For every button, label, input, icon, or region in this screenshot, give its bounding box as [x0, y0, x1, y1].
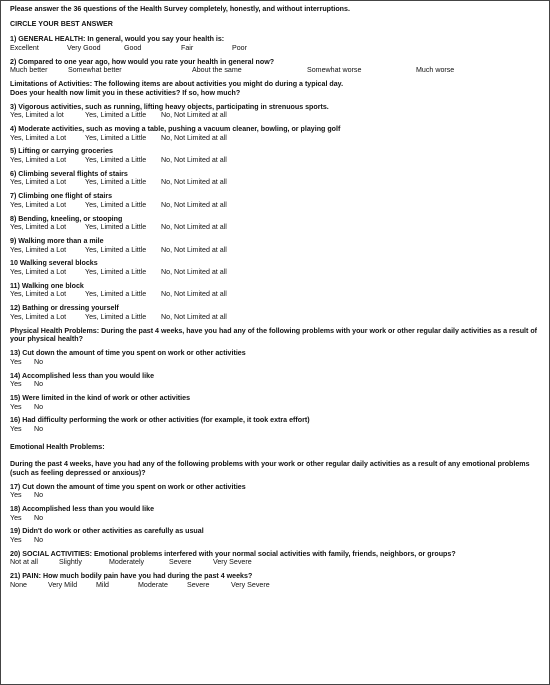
question-compared-to-last-year: [10, 58, 541, 75]
answer-option[interactable]: No: [34, 491, 44, 500]
answer-option[interactable]: Good: [124, 43, 142, 52]
answer-option[interactable]: None: [10, 580, 27, 589]
answer-option[interactable]: Yes, Limited a Little: [85, 178, 147, 187]
answer-option[interactable]: No, Not Limited at all: [161, 312, 227, 321]
question-text: 12) Bathing or dressing yourself: [10, 304, 119, 313]
answer-options: [10, 581, 541, 590]
answer-options: [10, 313, 541, 322]
answer-options: [10, 491, 541, 500]
answer-option[interactable]: Very Mild: [48, 580, 78, 589]
answer-options: [10, 358, 541, 367]
limitations-heading-line: Does your health now limit you in these activities? If so, how much?: [10, 88, 241, 97]
question-text: 6) Climbing several flights of stairs: [10, 169, 128, 178]
question-physical: [10, 394, 541, 411]
answer-option[interactable]: No, Not Limited at all: [161, 267, 227, 276]
answer-options: [10, 558, 541, 567]
answer-option[interactable]: Yes, Limited a Little: [85, 156, 147, 165]
question-text: 5) Lifting or carrying groceries: [10, 147, 113, 156]
question-text: 11) Walking one block: [10, 281, 84, 290]
question-text: 14) Accomplished less than you would like: [10, 371, 155, 380]
question-text: 13) Cut down the amount of time you spent on work or other activities: [10, 349, 246, 358]
answer-option[interactable]: No: [34, 402, 44, 411]
answer-option[interactable]: Very Severe: [213, 558, 252, 567]
question-text: 20) SOCIAL ACTIVITIES: Emotional problems interfered with your normal social activities with family, friends, neighbors, or groups?: [10, 549, 456, 558]
question-activity: [10, 304, 541, 321]
answer-options: [10, 201, 541, 210]
question-text: 4) Moderate activities, such as moving a table, pushing a vacuum cleaner, bowling, or playing golf: [10, 125, 341, 134]
answer-option[interactable]: Moderately: [109, 558, 145, 567]
answer-options: [10, 268, 541, 277]
answer-option[interactable]: Yes, Limited a Lot: [10, 133, 67, 142]
answer-option[interactable]: No: [34, 380, 44, 389]
limitations-heading: [10, 80, 541, 97]
question-text: 2) Compared to one year ago, how would you rate your health in general now?: [10, 57, 275, 66]
question-activity: [10, 147, 541, 164]
question-activity: [10, 259, 541, 276]
answer-option[interactable]: Yes, Limited a Little: [85, 290, 147, 299]
answer-option[interactable]: No: [34, 535, 44, 544]
answer-option[interactable]: Yes, Limited a Lot: [10, 312, 67, 321]
answer-option[interactable]: Yes, Limited a Little: [85, 133, 147, 142]
answer-option[interactable]: Yes, Limited a Little: [85, 200, 147, 209]
answer-option[interactable]: No: [34, 357, 44, 366]
survey-intro: Please answer the 36 questions of the Health Survey completely, honestly, and without interruptions.: [10, 5, 350, 13]
answer-option[interactable]: Moderate: [138, 580, 168, 589]
answer-option[interactable]: Yes, Limited a Lot: [10, 290, 67, 299]
question-text: 1) GENERAL HEALTH: In general, would you say your health is:: [10, 35, 225, 44]
question-text: 3) Vigorous activities, such as running, lifting heavy objects, participating in strenuous sports.: [10, 102, 329, 111]
answer-option[interactable]: Yes: [10, 424, 22, 433]
question-text: 16) Had difficulty performing the work or other activities (for example, it took extra effort): [10, 416, 310, 425]
answer-options: [10, 223, 541, 232]
question-general-health: [10, 35, 541, 52]
answer-options: [10, 425, 541, 434]
answer-option[interactable]: No, Not Limited at all: [161, 156, 227, 165]
emotional-health-intro: During the past 4 weeks, have you had any of the following problems with your work or other regular daily activities as a result of any emotional problems (such as feeling depressed or anxious)?: [10, 460, 530, 477]
answer-options: [10, 66, 541, 75]
question-emotional: [10, 527, 541, 544]
answer-option[interactable]: Yes, Limited a lot: [10, 111, 64, 120]
question-text: 9) Walking more than a mile: [10, 236, 104, 245]
answer-option[interactable]: Yes, Limited a Lot: [10, 223, 67, 232]
answer-options: [10, 44, 541, 53]
answer-option[interactable]: Yes, Limited a Little: [85, 223, 147, 232]
answer-option[interactable]: Severe: [169, 558, 192, 567]
answer-option[interactable]: No: [34, 424, 44, 433]
answer-option[interactable]: Yes: [10, 535, 22, 544]
question-text: 19) Didn't do work or other activities as carefully as usual: [10, 527, 204, 536]
answer-option[interactable]: Much worse: [416, 66, 455, 75]
answer-option[interactable]: Yes: [10, 380, 22, 389]
answer-option[interactable]: No: [34, 513, 44, 522]
question-text: 21) PAIN: How much bodily pain have you had during the past 4 weeks?: [10, 572, 253, 581]
answer-option[interactable]: Poor: [232, 43, 247, 52]
limitations-heading-line: Limitations of Activities: The following items are about activities you might do during a typical day.: [10, 80, 344, 89]
answer-option[interactable]: No, Not Limited at all: [161, 245, 227, 254]
emotional-health-heading: Emotional Health Problems:: [10, 442, 105, 451]
answer-option[interactable]: No, Not Limited at all: [161, 290, 227, 299]
answer-option[interactable]: Somewhat better: [68, 66, 122, 75]
question-social-activities: [10, 550, 541, 567]
answer-options: [10, 178, 541, 187]
answer-options: [10, 380, 541, 389]
circle-best-answer-label: CIRCLE YOUR BEST ANSWER: [10, 19, 113, 28]
answer-options: [10, 536, 541, 545]
question-physical: [10, 416, 541, 433]
question-text: 15) Were limited in the kind of work or other activities: [10, 394, 191, 402]
answer-options: [10, 156, 541, 165]
answer-option[interactable]: Much better: [10, 66, 48, 75]
answer-option[interactable]: Yes, Limited a Little: [85, 111, 147, 120]
question-activity: [10, 125, 541, 142]
answer-option[interactable]: Mild: [96, 580, 110, 589]
question-emotional: [10, 505, 541, 522]
answer-option[interactable]: Yes: [10, 513, 22, 522]
answer-option[interactable]: Fair: [181, 43, 194, 52]
question-text: 8) Bending, kneeling, or stooping: [10, 214, 123, 223]
answer-option[interactable]: Slightly: [59, 558, 82, 567]
answer-option[interactable]: No, Not Limited at all: [161, 223, 227, 232]
answer-option[interactable]: Yes, Limited a Lot: [10, 267, 67, 276]
answer-option[interactable]: About the same: [192, 66, 242, 75]
answer-option[interactable]: No, Not Limited at all: [161, 200, 227, 209]
answer-option[interactable]: Yes: [10, 491, 22, 500]
answer-options: [10, 246, 541, 255]
answer-options: [10, 134, 541, 143]
question-text: 18) Accomplished less than you would like: [10, 504, 155, 513]
answer-options: [10, 290, 541, 299]
physical-health-heading: Physical Health Problems: During the past 4 weeks, have you had any of the following problems with your work or other regular daily activities as a result of your physical health?: [10, 326, 538, 344]
question-activity: [10, 215, 541, 232]
answer-option[interactable]: Yes, Limited a Little: [85, 267, 147, 276]
answer-option[interactable]: Yes, Limited a Little: [85, 312, 147, 321]
answer-options: [10, 111, 541, 120]
question-text: 10 Walking several blocks: [10, 259, 98, 268]
answer-option[interactable]: Yes: [10, 402, 22, 411]
question-text: 17) Cut down the amount of time you spent on work or other activities: [10, 482, 246, 491]
question-activity: [10, 237, 541, 254]
answer-option[interactable]: Severe: [187, 580, 210, 589]
question-activity: [10, 192, 541, 209]
answer-option[interactable]: Somewhat worse: [307, 66, 362, 75]
question-activity: [10, 282, 541, 299]
answer-option[interactable]: Very Good: [67, 43, 101, 52]
answer-option[interactable]: No, Not Limited at all: [161, 111, 227, 120]
answer-option[interactable]: Yes, Limited a Little: [85, 245, 147, 254]
question-activity: [10, 103, 541, 120]
answer-option[interactable]: Yes, Limited a Lot: [10, 178, 67, 187]
answer-option[interactable]: Yes, Limited a Lot: [10, 245, 67, 254]
question-text: 7) Climbing one flight of stairs: [10, 192, 113, 201]
answer-options: [10, 514, 541, 523]
question-activity: [10, 170, 541, 187]
answer-option[interactable]: Not at all: [10, 558, 38, 567]
answer-option[interactable]: No, Not Limited at all: [161, 178, 227, 187]
answer-option[interactable]: Yes: [10, 357, 22, 366]
answer-option[interactable]: Very Severe: [231, 580, 270, 589]
question-physical: [10, 372, 541, 389]
answer-option[interactable]: Yes, Limited a Lot: [10, 156, 67, 165]
answer-options: [10, 403, 541, 412]
question-emotional: [10, 483, 541, 500]
answer-option[interactable]: Yes, Limited a Lot: [10, 200, 67, 209]
answer-option[interactable]: Excellent: [10, 43, 39, 52]
question-physical: [10, 349, 541, 366]
question-pain: [10, 572, 541, 589]
answer-option[interactable]: No, Not Limited at all: [161, 133, 227, 142]
